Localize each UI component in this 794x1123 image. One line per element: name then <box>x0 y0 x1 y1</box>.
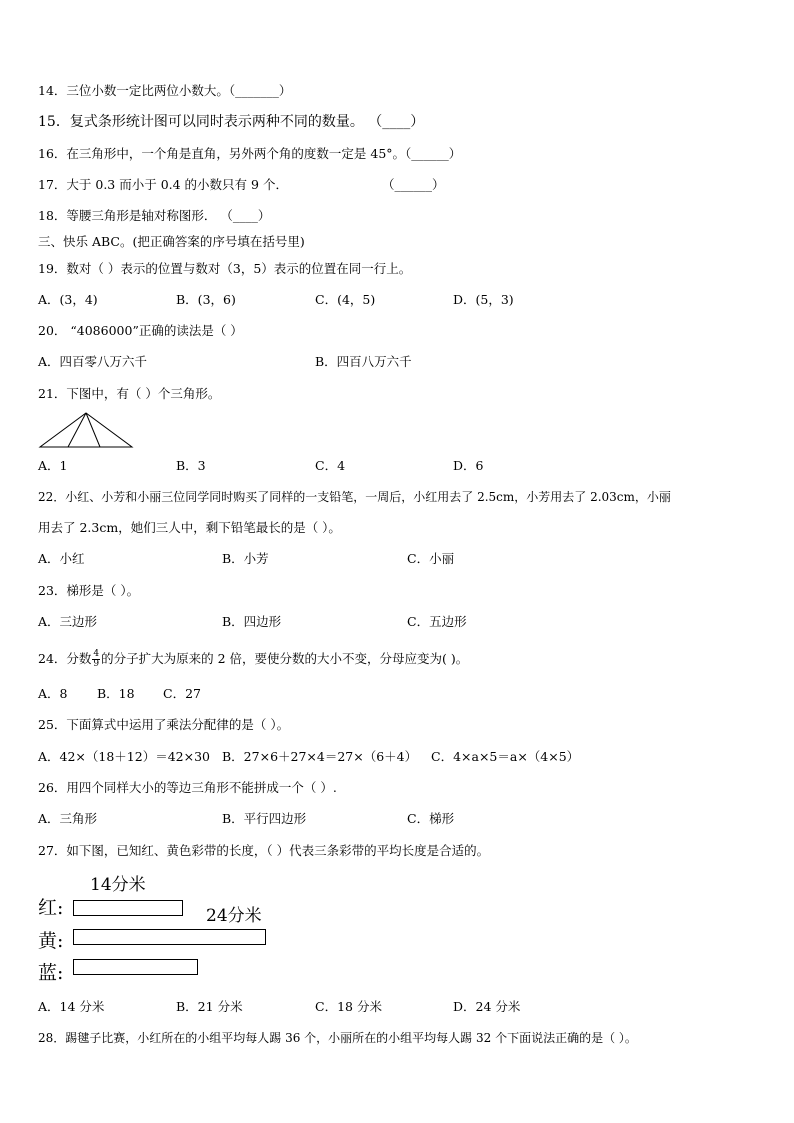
option: B．四边形 <box>222 614 282 629</box>
option: C．4 <box>315 458 346 473</box>
option: A．四百零八万六千 <box>38 354 148 369</box>
blue-ribbon-bar <box>73 959 198 975</box>
option: C．18 分米 <box>315 999 382 1014</box>
option: B．四百八万六千 <box>315 354 412 369</box>
option: D．(5，3) <box>453 292 514 307</box>
question-18: 18．等腰三角形是轴对称图形． （____） <box>38 208 271 223</box>
fraction <box>92 650 100 669</box>
question-25-stem: 25．下面算式中运用了乘法分配律的是（ ）。 <box>38 717 290 732</box>
option: A．1 <box>38 458 68 473</box>
fraction-denominator: 9 <box>93 659 100 669</box>
question-24-pre: 24．分数 <box>38 651 92 666</box>
question-17-blank: （______） <box>382 177 445 192</box>
blue-label: 蓝: <box>38 962 64 984</box>
option: B．平行四边形 <box>222 811 307 826</box>
option: B．3 <box>176 458 206 473</box>
option: C．27 <box>163 686 201 701</box>
red-ribbon-bar <box>73 900 183 916</box>
option: B．18 <box>97 686 135 701</box>
question-24-stem <box>38 650 468 669</box>
option: D．24 分米 <box>453 999 521 1014</box>
question-28: 28．踢毽子比赛，小红所在的小组平均每人踢 36 个，小丽所在的小组平均每人踢 32 个下面说法正确的是（ ）。 <box>38 1031 637 1045</box>
yellow-label: 黄: <box>38 930 64 952</box>
option: C．五边形 <box>407 614 467 629</box>
option: A．小红 <box>38 551 85 566</box>
question-20-stem: 20． “4086000”正确的读法是（ ） <box>38 323 243 338</box>
question-23-stem: 23．梯形是（ ）。 <box>38 583 140 598</box>
question-26-stem: 26．用四个同样大小的等边三角形不能拼成一个（ ）. <box>38 780 337 795</box>
option: C．小丽 <box>407 551 455 566</box>
question-14: 14．三位小数一定比两位小数大。（_______） <box>38 83 292 98</box>
question-19-stem: 19．数对（ ）表示的位置与数对（3，5）表示的位置在同一行上。 <box>38 261 412 276</box>
option: A．三边形 <box>38 614 98 629</box>
yellow-ribbon-bar <box>73 929 266 945</box>
question-22-line2: 用去了 2.3cm，她们三人中，剩下铅笔最长的是（ ）。 <box>38 520 341 535</box>
triangle-figure <box>38 410 134 450</box>
fraction-numerator: 4 <box>93 649 100 659</box>
question-22-line1: 22．小红、小芳和小丽三位同学同时购买了同样的一支铅笔，一周后，小红用去了 2.5cm，小芳用去了 2.03cm，小丽 <box>38 490 671 504</box>
section-heading: 三、快乐 ABC。(把正确答案的序号填在括号里) <box>38 234 305 249</box>
option: A．8 <box>38 686 68 701</box>
question-17: 17．大于 0.3 而小于 0.4 的小数只有 9 个． <box>38 177 288 192</box>
question-15: 15．复式条形统计图可以同时表示两种不同的数量。 （____） <box>38 114 425 130</box>
red-label: 红: <box>38 897 64 919</box>
question-16: 16．在三角形中，一个角是直角，另外两个角的度数一定是 45°。（______） <box>38 146 462 161</box>
option: A．三角形 <box>38 811 98 826</box>
option: A．(3，4) <box>38 292 98 307</box>
option: C．梯形 <box>407 811 455 826</box>
question-24-post: 的分子扩大为原来的 2 倍，要使分数的大小不变，分母应变为( )。 <box>101 651 469 666</box>
option: B．27×6＋27×4＝27×（6＋4） <box>222 749 418 764</box>
option: B．小芳 <box>222 551 269 566</box>
red-length-label: 14分米 <box>90 875 146 895</box>
yellow-length-label: 24分米 <box>206 906 262 926</box>
option: A．14 分米 <box>38 999 105 1014</box>
option: C．4×a×5＝a×（4×5） <box>431 749 580 764</box>
option: B．21 分米 <box>176 999 243 1014</box>
option: B．(3，6) <box>176 292 236 307</box>
option: A．42×（18＋12）＝42×30 <box>38 749 211 764</box>
option: C．(4，5) <box>315 292 376 307</box>
question-21-stem: 21．下图中，有（ ）个三角形。 <box>38 386 221 401</box>
option: D．6 <box>453 458 484 473</box>
question-27-stem: 27．如下图，已知红、黄色彩带的长度，（ ）代表三条彩带的平均长度是合适的。 <box>38 843 490 858</box>
